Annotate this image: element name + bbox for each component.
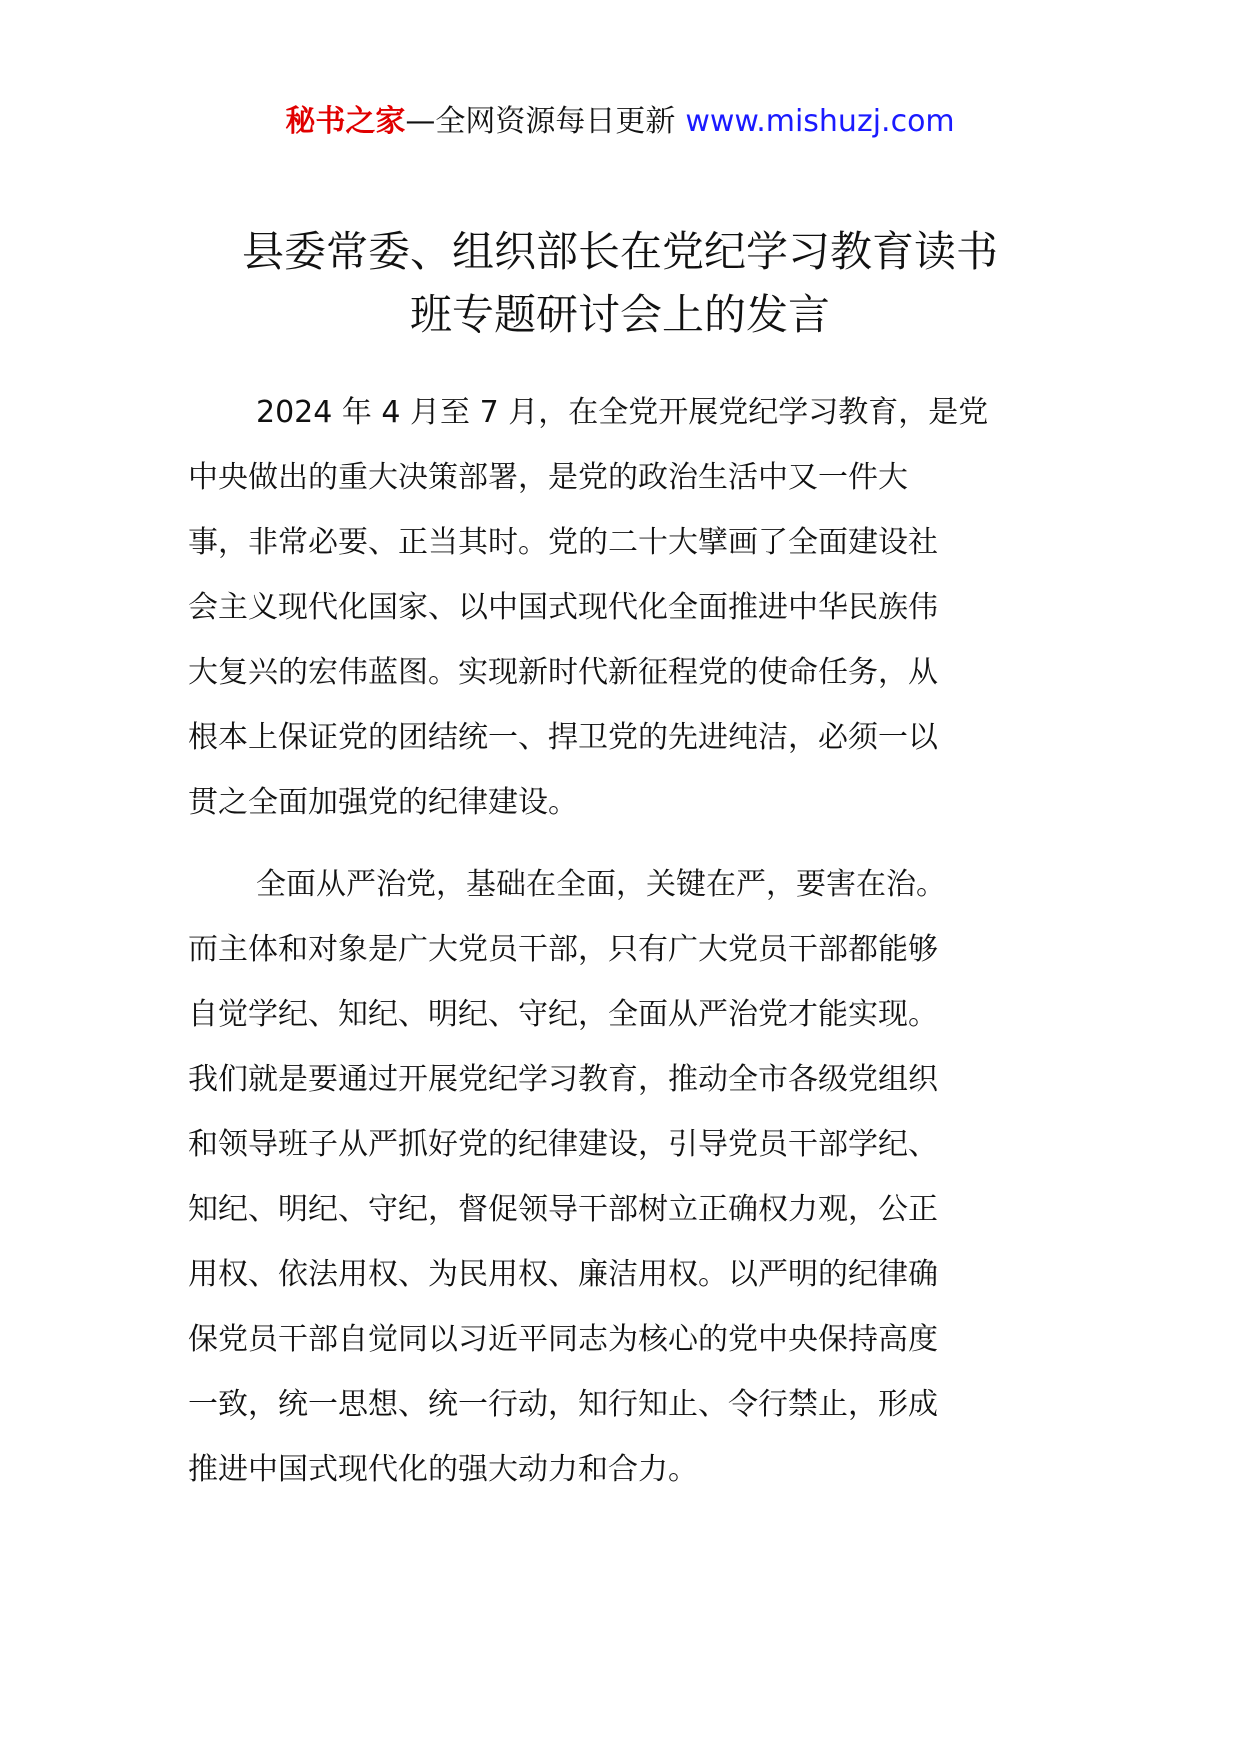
site-header (0, 100, 1240, 144)
brand-name: 秘书之家 (285, 104, 406, 139)
paragraph-line: 用权、依法用权、为民用权、廉洁用权。以严明的纪律确 (188, 1257, 938, 1292)
paragraph-1 (188, 380, 1058, 835)
paragraph-line: 根本上保证党的团结统一、捍卫党的先进纯洁，必须一以 (188, 720, 938, 755)
paragraph-line: 和领导班子从严抓好党的纪律建设，引导党员干部学纪、 (188, 1127, 938, 1162)
paragraph-line: 我们就是要通过开展党纪学习教育，推动全市各级党组织 (188, 1062, 938, 1097)
paragraph-line: 而主体和对象是广大党员干部，只有广大党员干部都能够 (188, 932, 938, 967)
paragraph-line: 全面从严治党，基础在全面，关键在严，要害在治。 (256, 867, 946, 902)
paragraph-line: 一致，统一思想、统一行动，知行知止、令行禁止，形成 (188, 1387, 938, 1422)
header-slogan: —全网资源每日更新 (405, 104, 676, 139)
title-line-2: 班专题研讨会上的发言 (409, 290, 830, 339)
paragraph-line: 事，非常必要、正当其时。党的二十大擘画了全面建设社 (188, 525, 938, 560)
paragraph-line: 2024 年 4 月至 7 月，在全党开展党纪学习教育，是党 (256, 395, 989, 430)
paragraph-line: 推进中国式现代化的强大动力和合力。 (188, 1452, 698, 1487)
paragraph-2 (188, 852, 1058, 1502)
paragraph-line: 大复兴的宏伟蓝图。实现新时代新征程党的使命任务，从 (188, 655, 938, 690)
document-body (188, 380, 1058, 1519)
paragraph-line: 知纪、明纪、守纪，督促领导干部树立正确权力观，公正 (188, 1192, 938, 1227)
document-title (188, 220, 1052, 346)
paragraph-line: 会主义现代化国家、以中国式现代化全面推进中华民族伟 (188, 590, 938, 625)
paragraph-line: 自觉学纪、知纪、明纪、守纪，全面从严治党才能实现。 (188, 997, 938, 1032)
site-url-link[interactable]: www.mishuzj.com (685, 104, 955, 139)
title-line-1: 县委常委、组织部长在党纪学习教育读书 (241, 227, 998, 276)
paragraph-line: 贯之全面加强党的纪律建设。 (188, 785, 578, 820)
paragraph-line: 保党员干部自觉同以习近平同志为核心的党中央保持高度 (188, 1322, 938, 1357)
paragraph-line: 中央做出的重大决策部署，是党的政治生活中又一件大 (188, 460, 908, 495)
